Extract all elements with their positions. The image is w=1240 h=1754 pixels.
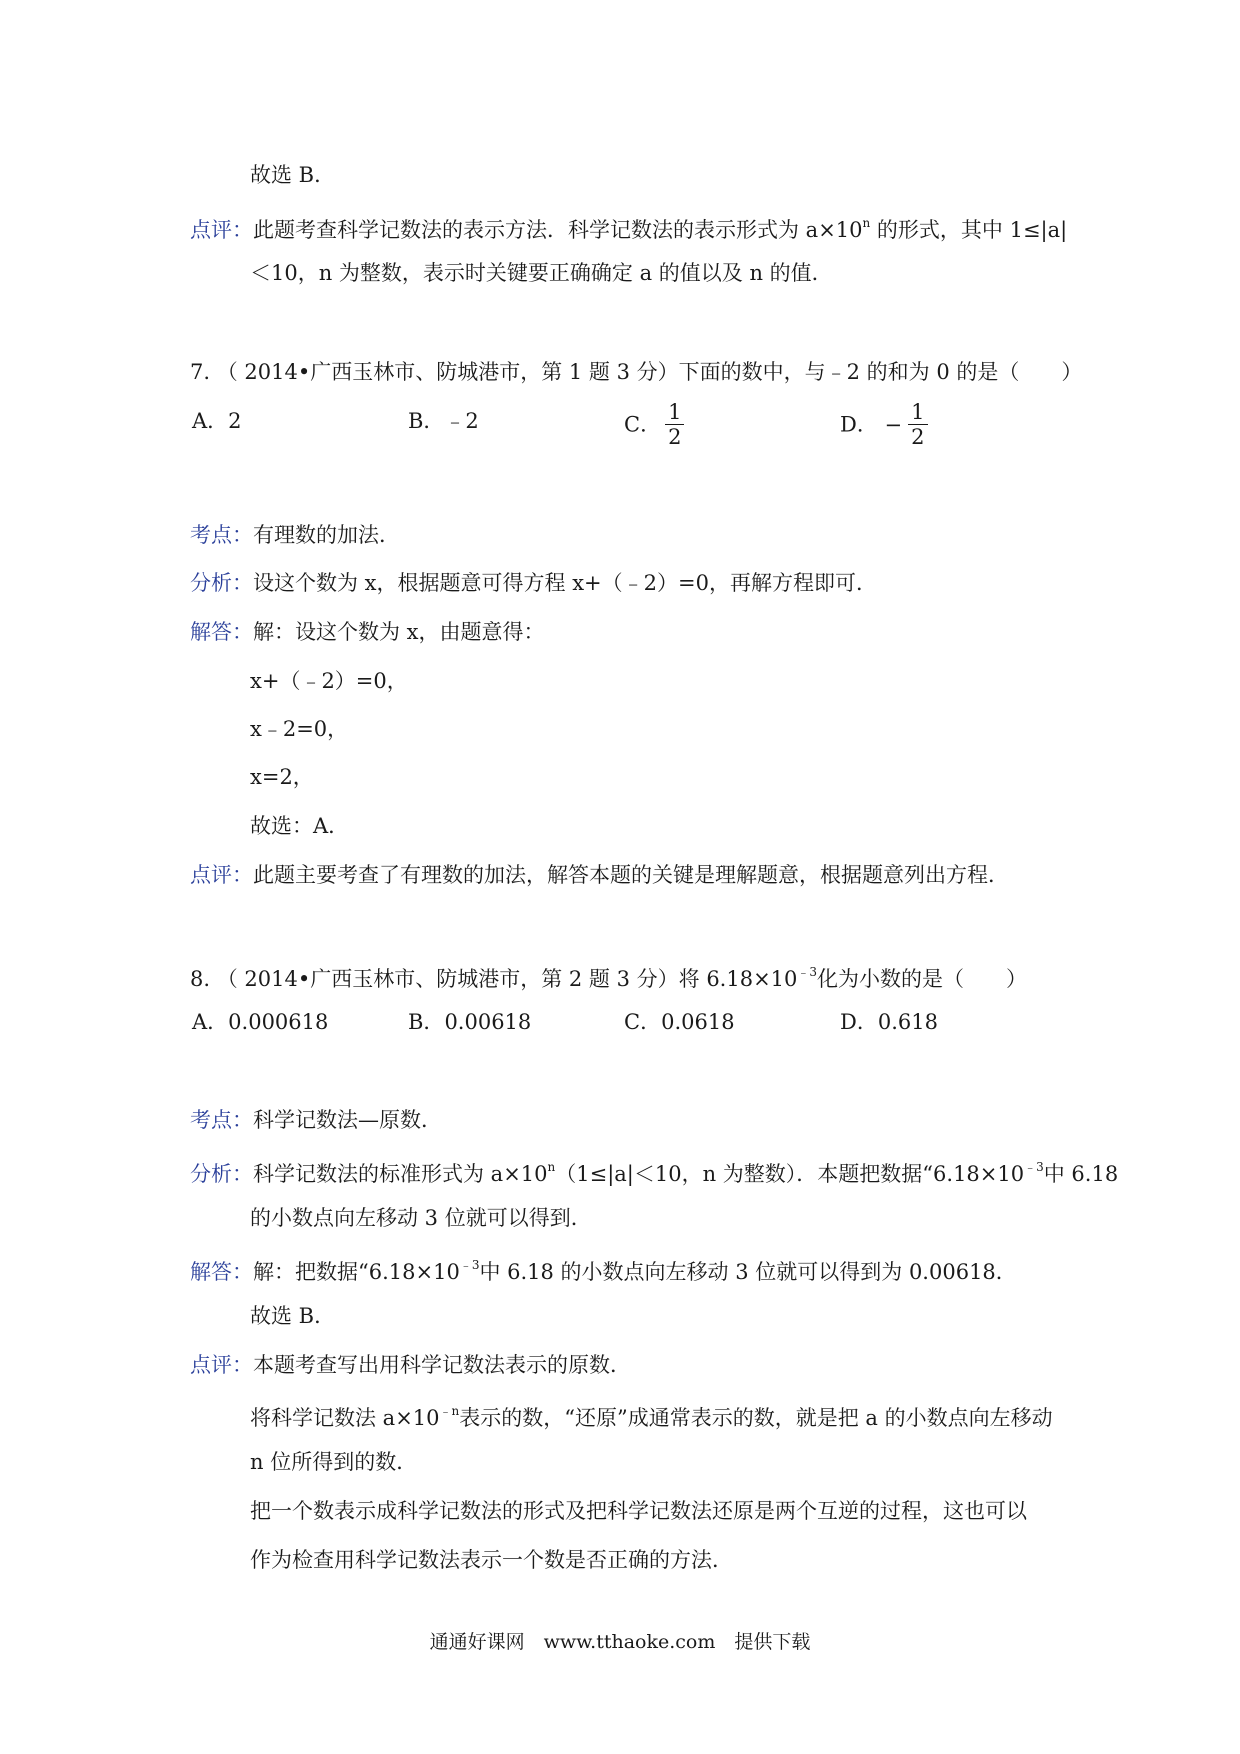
dianping-text: 表示的数，“还原”成通常表示的数，就是把 a 的小数点向左移动 [459,1406,1053,1430]
exponent: ﹣3 [797,965,818,979]
comment-text: 此题考查科学记数法的表示方法．科学记数法的表示形式为 a×10 [253,218,863,242]
fenxi-text: 中 6.18 [1043,1162,1119,1186]
option-label: D． [840,412,878,437]
comment-line-2: ＜10，n 为整数，表示时关键要正确确定 a 的值以及 n 的值． [250,261,833,285]
dianping-label: 点评： [190,1353,253,1377]
fenxi-text: 设这个数为 x，根据题意可得方程 x+（﹣2）=0，再解方程即可． [253,571,877,595]
stem-text: 8. （ 2014•广西玉林市、防城港市，第 2 题 3 分）将 6.18×10 [190,967,798,991]
q8-option-b [408,1007,531,1037]
jieda-text: 解：设这个数为 x，由题意得： [253,620,545,644]
option-label: A． [192,1010,229,1034]
option-label: C． [624,1010,662,1034]
q8-dianping-line-3: n 位所得到的数． [250,1450,418,1474]
dianping-text: 此题主要考查了有理数的加法，解答本题的关键是理解题意，根据题意列出方程． [253,863,1009,887]
kaodian-label: 考点： [190,523,253,547]
dianping-label: 点评： [190,863,253,887]
q7-option-a [192,406,242,436]
answer-choice-text: 故选 B． [250,163,336,187]
option-value: ﹣2 [444,409,479,433]
minus-sign: − [884,412,903,437]
fraction [908,400,927,449]
comment-text: 的形式，其中 1≤|a| [870,218,1068,242]
fenxi-label: 分析： [190,571,253,595]
q8-fenxi-line-1 [190,1154,1118,1189]
option-label: C． [624,412,662,437]
exponent: ﹣n [439,1404,460,1418]
jieda-label: 解答： [190,620,253,644]
option-value: 2 [228,409,242,433]
question-8-stem [190,959,1027,994]
fenxi-text: 科学记数法的标准形式为 a×10 [253,1162,548,1186]
q7-option-c [624,400,684,449]
option-label: B． [408,1010,445,1034]
numerator: 1 [665,400,684,425]
fenxi-text: （1≤|a|＜10，n 为整数）．本题把数据“6.18×10 [555,1162,1025,1186]
denominator: 2 [911,425,925,449]
option-value: 0.000618 [228,1010,329,1034]
option-label: B． [408,409,445,433]
denominator: 2 [668,425,682,449]
q7-step-1: x+（﹣2）=0， [250,669,408,693]
stem-text: 化为小数的是（ ） [817,967,1028,991]
kaodian-text: 科学记数法—原数． [253,1108,442,1132]
exponent: n [547,1160,556,1174]
option-label: D． [840,1010,878,1034]
q8-option-c [624,1007,735,1037]
option-label: A． [192,409,229,433]
q7-step-2: x﹣2=0， [250,717,349,741]
comment-label: 点评： [190,218,253,242]
option-value: 0.0618 [661,1010,735,1034]
dianping-text: 本题考查写出用科学记数法表示的原数． [253,1353,631,1377]
option-value: 0.618 [877,1010,938,1034]
jieda-label: 解答： [190,1260,253,1284]
q8-option-a [192,1007,328,1037]
q8-fenxi-line-2: 的小数点向左移动 3 位就可以得到． [250,1206,592,1230]
q7-option-d [840,400,928,449]
kaodian-label: 考点： [190,1108,253,1132]
q7-fenxi [190,568,877,598]
q8-option-d [840,1007,938,1037]
question-7-stem: 7. （ 2014•广西玉林市、防城港市，第 1 题 3 分）下面的数中，与﹣2 的和为 0 的是（ ） [190,360,1083,384]
q8-jieda [190,1252,1017,1287]
page-footer: 通通好课网 www.tthaoke.com 提供下载 [429,1631,811,1653]
numerator: 1 [908,400,927,425]
exponent: ﹣3 [1024,1160,1044,1174]
comment-line-1 [190,210,1067,245]
dianping-text: 将科学记数法 a×10 [250,1406,440,1430]
q7-step-4: 故选：A． [250,814,350,838]
q7-jieda [190,617,545,647]
q8-dianping-line-4: 把一个数表示成科学记数法的形式及把科学记数法还原是两个互逆的过程，这也可以 [250,1499,1027,1523]
q8-kaodian [190,1105,442,1135]
fraction [665,400,684,449]
q7-kaodian [190,520,400,550]
q8-dianping-line-5: 作为检查用科学记数法表示一个数是否正确的方法． [250,1548,733,1572]
q7-dianping [190,860,1009,890]
q8-dianping-line-2 [250,1398,1053,1433]
fenxi-label: 分析： [190,1162,253,1186]
q8-dianping-line-1 [190,1350,631,1380]
q8-jieda-line-2: 故选 B． [250,1304,336,1328]
exponent: ﹣3 [459,1258,480,1272]
jieda-text: 解：把数据“6.18×10 [253,1260,460,1284]
jieda-text: 中 6.18 的小数点向左移动 3 位就可以得到为 0.00618． [479,1260,1017,1284]
kaodian-text: 有理数的加法． [253,523,400,547]
exponent: n [862,216,871,230]
q7-option-b [408,406,479,436]
option-value: 0.00618 [444,1010,532,1034]
q7-step-3: x=2， [250,765,314,789]
